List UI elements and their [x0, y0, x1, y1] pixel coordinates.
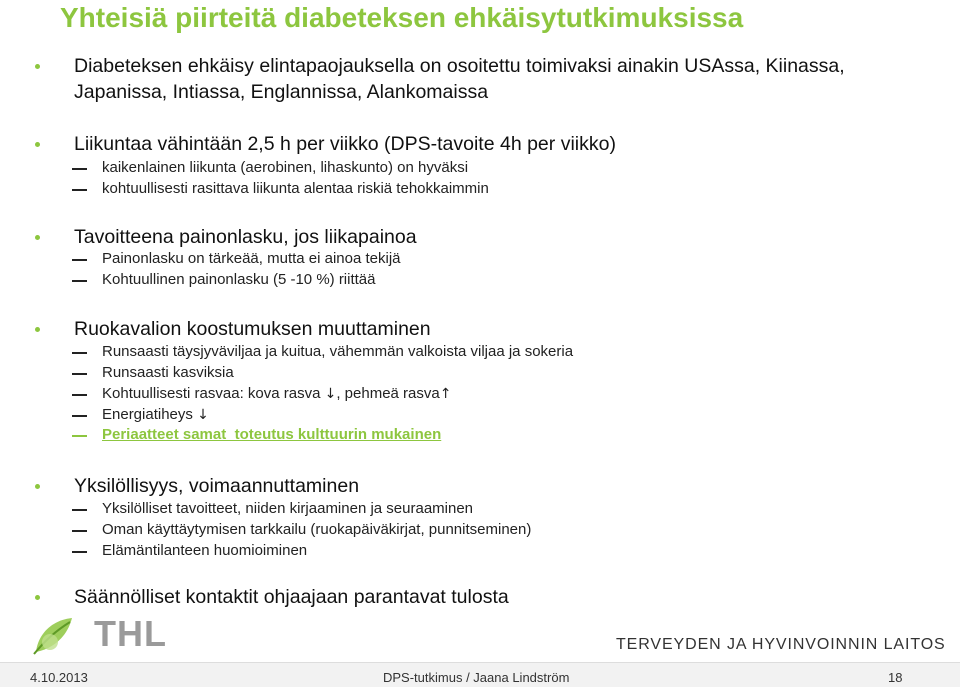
- bullet-dot: [35, 235, 40, 240]
- organization-name: TERVEYDEN JA HYVINVOINNIN LAITOS: [616, 636, 946, 653]
- sub-item: [102, 342, 573, 362]
- dash-marker: [72, 509, 87, 511]
- dash-marker: [72, 394, 87, 396]
- dash-marker: [72, 189, 87, 191]
- footer-date: 4.10.2013: [30, 670, 88, 685]
- sub-item: [102, 499, 473, 519]
- sub-item: [102, 363, 234, 383]
- bullet-4: [74, 317, 431, 342]
- thl-logo-text: THL: [94, 613, 167, 654]
- dash-marker: [72, 259, 87, 261]
- sub-item: [102, 405, 209, 425]
- sub-item: [102, 270, 376, 290]
- arrow-up-icon: ↑: [439, 386, 452, 402]
- dash-marker: [72, 551, 87, 553]
- bullet-dot: [35, 327, 40, 332]
- dash-marker: [72, 373, 87, 375]
- sub-item-text: kohtuullisesti rasittava liikunta alentaa riskiä tehokkaimmin: [102, 180, 489, 197]
- sub-item-text: Yksilölliset tavoitteet, niiden kirjaaminen ja seuraaminen: [102, 500, 474, 517]
- sub-item: [102, 541, 307, 561]
- sub-item-text: Oman käyttäytymisen tarkkailu (ruokapäiväkirjat, punnitseminen): [102, 521, 532, 538]
- dash-marker: [72, 280, 87, 282]
- sub-item-text: Painonlasku on tärkeää, mutta ei ainoa tekijä: [102, 250, 401, 267]
- sub-item-text: Periaatteet samat toteutus kulttuurin mukainen: [102, 426, 442, 443]
- arrow-down-icon: ↓: [324, 386, 337, 402]
- dash-marker: [72, 168, 87, 170]
- sub-item-text: Energiatiheys: [102, 406, 193, 423]
- arrow-down-icon: ↓: [197, 407, 209, 423]
- bullet-dot: [35, 64, 40, 69]
- bullet-5-text: Yksilöllisyys, voimaannuttaminen: [74, 475, 360, 497]
- bullet-6: [74, 585, 509, 610]
- footer-page-number: 18: [888, 670, 903, 685]
- bullet-3-text: Tavoitteena painonlasku, jos liikapainoa: [74, 226, 417, 248]
- fat-mid-text: , pehmeä rasva: [336, 385, 440, 402]
- sub-item-text: Elämäntilanteen huomioiminen: [102, 542, 308, 559]
- thl-leaf-logo-icon: [30, 612, 90, 656]
- bullet-dot: [35, 142, 40, 147]
- footer: [0, 663, 960, 687]
- bullet-1: [74, 54, 845, 79]
- sub-item-text: Runsaasti kasviksia: [102, 364, 234, 381]
- sub-item-text: Kohtuullinen painonlasku (5 -10 %) riittää: [102, 271, 376, 288]
- footer-presenter: DPS-tutkimus / Jaana Lindström: [383, 670, 570, 685]
- bullet-2: [74, 132, 616, 157]
- sub-item-text: Runsaasti täysjyväviljaa ja kuitua, vähemmän valkoista viljaa ja sokeria: [102, 343, 574, 360]
- bullet-4-text: Ruokavalion koostumuksen muuttaminen: [74, 318, 431, 340]
- dash-marker: [72, 530, 87, 532]
- bullet-dot: [35, 595, 40, 600]
- sub-item: [102, 520, 531, 540]
- sub-item: [102, 158, 468, 178]
- bullet-3: [74, 225, 417, 250]
- sub-item-text: Kohtuullisesti rasvaa: kova rasva: [102, 385, 321, 402]
- sub-item-text: kaikenlainen liikunta (aerobinen, lihaskunto) on hyväksi: [102, 159, 469, 176]
- bullet-1-line-1: Diabeteksen ehkäisy elintapaojauksella on osoitettu toimivaksi ainakin USAssa, Kiinassa,: [74, 55, 845, 77]
- sub-item: [102, 384, 451, 404]
- dash-marker: [72, 435, 87, 437]
- bullet-dot: [35, 484, 40, 489]
- sub-item-highlight: [102, 425, 441, 445]
- bullet-5: [74, 474, 359, 499]
- sub-item: [102, 179, 489, 199]
- bullet-6-text: Säännölliset kontaktit ohjaajaan parantavat tulosta: [74, 586, 509, 608]
- sub-item: [102, 249, 401, 269]
- dash-marker: [72, 415, 87, 417]
- bullet-1-cont: [74, 80, 488, 105]
- bullet-2-text: Liikuntaa vähintään 2,5 h per viikko (DPS-tavoite 4h per viikko): [74, 133, 616, 155]
- bullet-1-line-2: Japanissa, Intiassa, Englannissa, Alankomaissa: [74, 81, 489, 103]
- slide-title: Yhteisiä piirteitä diabeteksen ehkäisytutkimuksissa: [60, 2, 744, 33]
- dash-marker: [72, 352, 87, 354]
